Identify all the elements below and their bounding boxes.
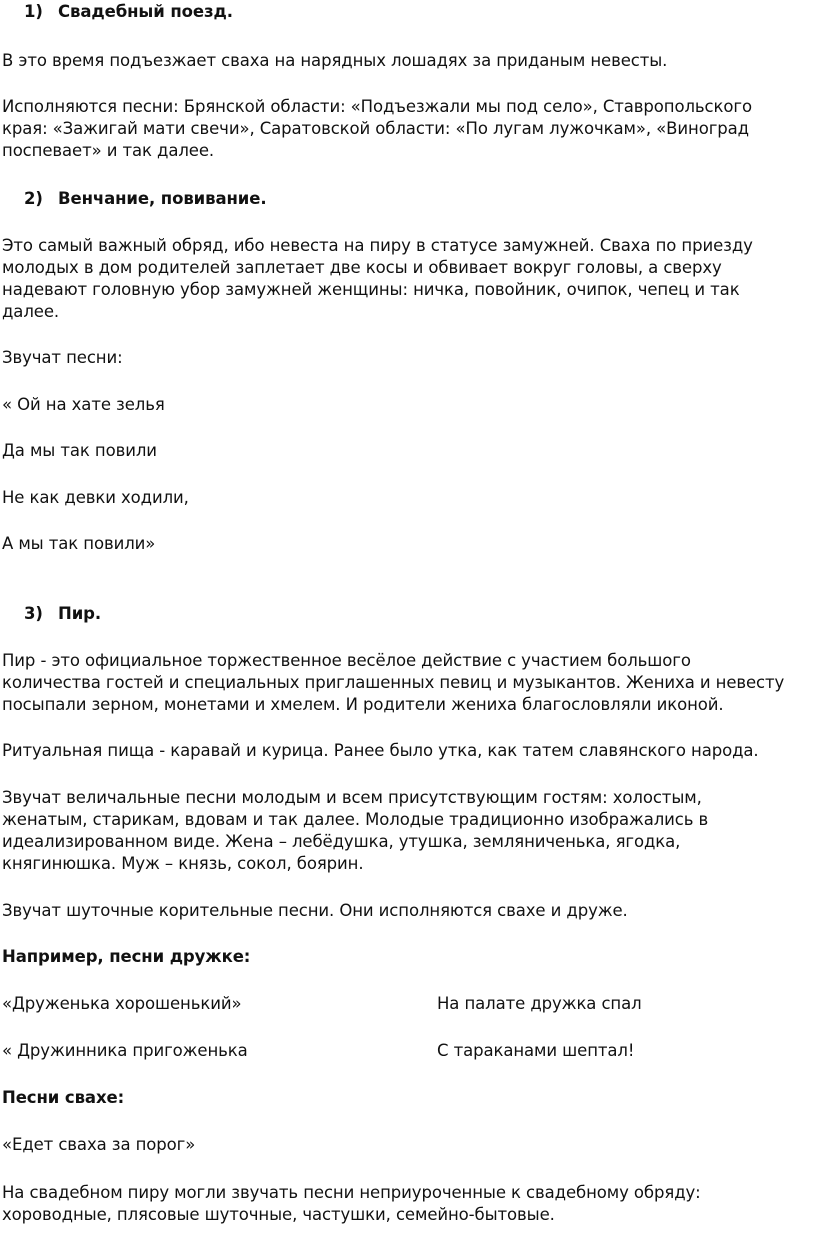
paragraph-6: Ритуальная пища - каравай и курица. Ранее было утка, как татем славянского народа.: [2, 741, 759, 760]
section-1-heading: 1) Свадебный поезд.: [24, 2, 233, 21]
song-druzhke-right-2: С тараканами шептал!: [437, 1041, 635, 1060]
paragraph-5-line-3: посыпали зерном, монетами и хмелем. И родители жениха благословляли иконой.: [2, 695, 724, 714]
paragraph-7-line-2: женатым, старикам, вдовам и так далее. Молодые традиционно изображались в: [2, 810, 709, 829]
song-druzhke-left-2: « Дружинника пригоженька: [2, 1041, 248, 1060]
paragraph-5-line-1: Пир - это официальное торжественное весёлое действие с участием большого: [2, 651, 691, 670]
song-1-line-4: А мы так повили»: [2, 534, 156, 553]
section-3-heading: 3) Пир.: [24, 604, 102, 623]
paragraph-7-line-4: княгинюшка. Муж – князь, сокол, боярин.: [2, 854, 364, 873]
heading-songs-druzhke: Например, песни дружке:: [2, 947, 251, 966]
song-1-line-3: Не как девки ходили,: [2, 488, 189, 507]
paragraph-7-line-3: идеализированном виде. Жена – лебёдушка, утушка, земляниченька, ягодка,: [2, 832, 681, 851]
song-svakhe: «Едет сваха за порог»: [2, 1135, 196, 1154]
paragraph-2-line-1: Исполняются песни: Брянской области: «Подъезжали мы под село», Ставропольского: [2, 97, 752, 116]
heading-songs-svakhe: Песни свахе:: [2, 1088, 125, 1107]
song-druzhke-right-1: На палате дружка спал: [437, 994, 642, 1013]
paragraph-8: Звучат шуточные корительные песни. Они исполняются свахе и друже.: [2, 901, 628, 920]
song-druzhke-left-1: «Друженька хорошенький»: [2, 994, 242, 1013]
paragraph-2-line-2: края: «Зажигай мати свечи», Саратовской области: «По лугам лужочкам», «Виноград: [2, 119, 749, 138]
paragraph-3-line-1: Это самый важный обряд, ибо невеста на пиру в статусе замужней. Сваха по приезду: [2, 236, 753, 255]
paragraph-4: Звучат песни:: [2, 348, 123, 367]
paragraph-9-line-1: На свадебном пиру могли звучать песни неприуроченные к свадебному обряду:: [2, 1183, 701, 1202]
song-1-line-1: « Ой на хате зелья: [2, 395, 165, 414]
paragraph-2-line-3: поспевает» и так далее.: [2, 141, 215, 160]
section-2-heading: 2) Венчание, повивание.: [24, 189, 267, 208]
paragraph-5-line-2: количества гостей и специальных приглашенных певиц и музыкантов. Жениха и невесту: [2, 673, 785, 692]
song-1-line-2: Да мы так повили: [2, 441, 157, 460]
paragraph-9-line-2: хороводные, плясовые шуточные, частушки, семейно-бытовые.: [2, 1205, 555, 1224]
paragraph-3-line-2: молодых в дом родителей заплетает две косы и обвивает вокруг головы, а сверху: [2, 258, 722, 277]
paragraph-7-line-1: Звучат величальные песни молодым и всем присутствующим гостям: холостым,: [2, 788, 702, 807]
paragraph-3-line-4: далее.: [2, 302, 60, 321]
paragraph-3-line-3: надевают головную убор замужней женщины: ничка, повойник, очипок, чепец и так: [2, 280, 740, 299]
paragraph-1: В это время подъезжает сваха на нарядных лошадях за приданым невесты.: [2, 51, 668, 70]
